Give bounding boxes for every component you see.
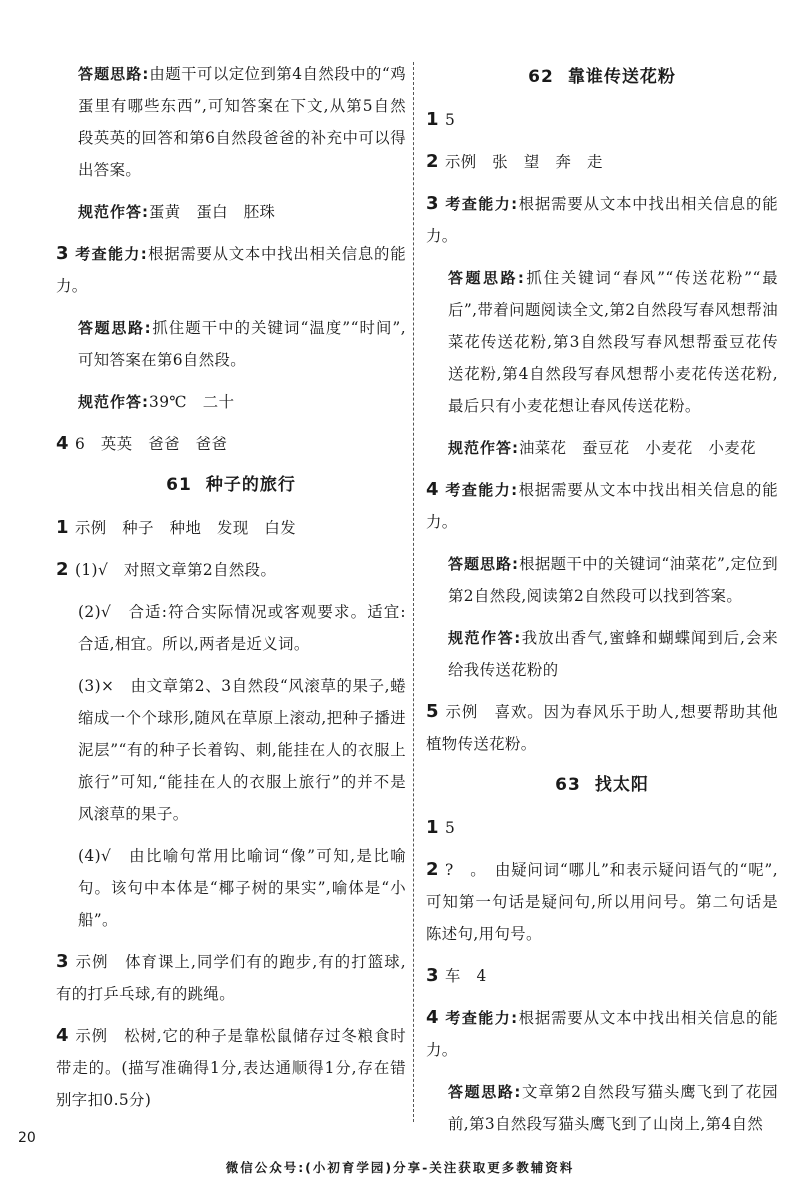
section-title-61: 61 种子的旅行 xyxy=(166,475,296,495)
s62-q2: 2 示例 张 望 奔 走 xyxy=(426,151,603,172)
s61-q3: 3 示例 体育课上,同学们有的跑步,有的打篮球,有的打乒乓球,有的跳绳。 xyxy=(56,951,406,1003)
left-column xyxy=(56,58,406,1126)
s62-q4-think: 答题思路:根据题干中的关键词“油菜花”,定位到第2自然段,阅读第2自然段可以找到答案。 xyxy=(448,555,778,605)
s62-q4-answer: 规范作答:我放出香气,蜜蜂和蝴蝶闻到后,会来给我传送花粉的 xyxy=(448,629,778,679)
s62-q3: 3 考查能力:根据需要从文本中找出相关信息的能力。 xyxy=(426,193,779,245)
s63-q1: 1 5 xyxy=(426,817,456,838)
section-title-62: 62 靠谁传送花粉 xyxy=(528,67,676,87)
footer-note: 微信公众号:(小初育学园)分享-关注获取更多教辅资料 xyxy=(225,1160,575,1175)
s63-q3: 3 车 4 xyxy=(426,965,487,986)
left-q4: 4 6 英英 爸爸 爸爸 xyxy=(56,433,228,454)
s62-q1: 1 5 xyxy=(426,109,456,130)
left-q3-answer: 规范作答:39℃ 二十 xyxy=(78,393,235,411)
s61-q2-3: (3)× 由文章第2、3自然段“风滚草的果子,蜷缩成一个个球形,随风在草原上滚动,把种子播进泥层”“有的种子长着钩、刺,能挂在人的衣服上旅行”可知,“能挂在人的衣服上旅行”的并不是风滚草的果子。 xyxy=(78,677,406,823)
s62-q4: 4 考查能力:根据需要从文本中找出相关信息的能力。 xyxy=(426,479,779,531)
section-title-63: 63 找太阳 xyxy=(555,775,649,795)
s63-q2: 2 ? 。 由疑问词“哪儿”和表示疑问语气的“呢”,可知第一句话是疑问句,所以用问号。第二句话是陈述句,用句号。 xyxy=(426,859,778,943)
page-number: 20 xyxy=(18,1130,36,1146)
left-think-paragraph: 答题思路:由题干可以定位到第4自然段中的“鸡蛋里有哪些东西”,可知答案在下文,从第5自然段英英的回答和第6自然段爸爸的补充中可以得出答案。 xyxy=(78,65,407,179)
s61-q1: 1 示例 种子 种地 发现 白发 xyxy=(56,517,297,538)
s62-q3-answer: 规范作答:油菜花 蚕豆花 小麦花 小麦花 xyxy=(448,439,756,457)
left-answer-paragraph: 规范作答:蛋黄 蛋白 胚珠 xyxy=(78,203,276,221)
right-column xyxy=(426,58,778,1150)
question-number: 3 xyxy=(56,243,69,264)
left-q3-think: 答题思路:抓住题干中的关键词“温度”“时间”,可知答案在第6自然段。 xyxy=(78,319,406,369)
s63-q4-think: 答题思路:文章第2自然段写猫头鹰飞到了花园前,第3自然段写猫头鹰飞到了山岗上,第4自然 xyxy=(448,1083,778,1133)
s62-q3-think: 答题思路:抓住关键词“春风”“传送花粉”“最后”,带着问题阅读全文,第2自然段写春风想帮油菜花传送花粉,第3自然段写春风想帮蚕豆花传送花粉,第4自然段写春风想帮小麦花传送花粉,最后只有小麦花想让春风传送花粉。 xyxy=(448,269,778,415)
s62-q5: 5 示例 喜欢。因为春风乐于助人,想要帮助其他植物传送花粉。 xyxy=(426,701,778,753)
s61-q4: 4 示例 松树,它的种子是靠松鼠储存过冬粮食时带走的。(描写准确得1分,表达通顺得1分,存在错别字扣0.5分) xyxy=(56,1025,406,1109)
s61-q2-4: (4)√ 由比喻句常用比喻词“像”可知,是比喻句。该句中本体是“椰子树的果实”,喻体是“小船”。 xyxy=(78,847,406,929)
think-label: 答题思路: xyxy=(78,65,150,83)
answer-label: 规范作答: xyxy=(78,203,149,221)
column-divider xyxy=(413,62,414,1122)
s61-q2-2: (2)√ 合适:符合实际情况或客观要求。适宜:合适,相宜。所以,两者是近义词。 xyxy=(78,603,406,653)
s63-q4: 4 考查能力:根据需要从文本中找出相关信息的能力。 xyxy=(426,1007,779,1059)
s61-q2-1: 2 (1)√ 对照文章第2自然段。 xyxy=(56,559,277,580)
left-q3: 3 考查能力:根据需要从文本中找出相关信息的能力。 xyxy=(56,243,406,295)
